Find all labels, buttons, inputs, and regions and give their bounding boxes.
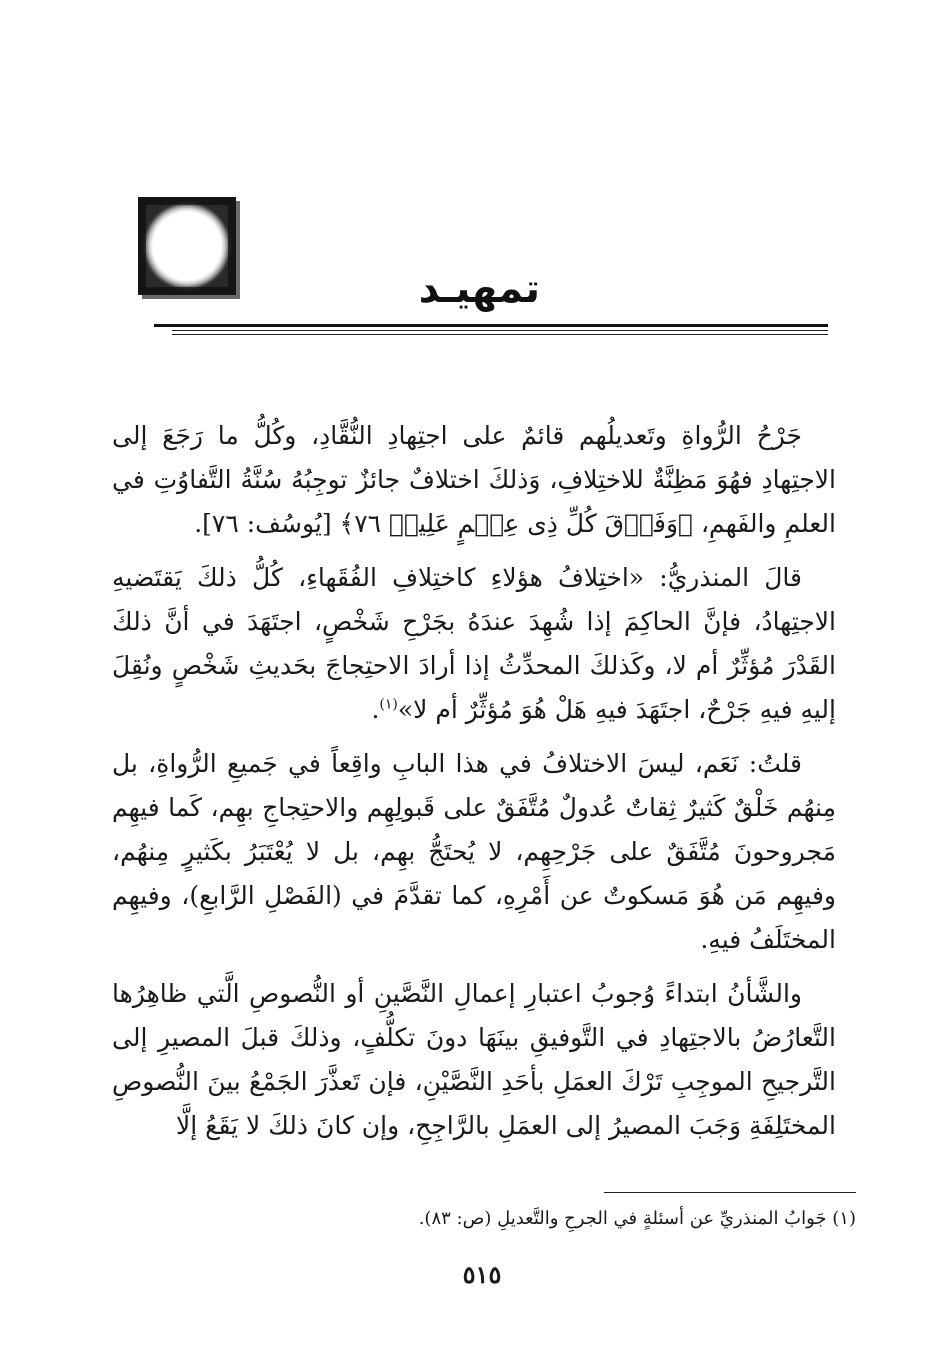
page-number: ٥١٥ (462, 1260, 502, 1289)
chapter-title: تمهيـد (418, 266, 540, 312)
body-text (112, 414, 836, 1158)
title-rule-thin-2 (172, 334, 828, 335)
title-rule-thin-1 (172, 330, 828, 331)
paragraph-2-end: . (371, 695, 380, 724)
chapter-ornament (138, 197, 236, 295)
paragraph-1: جَرْحُ الرُّواةِ وتَعديلُهم قائمٌ على اجتِهادِ النُّقَّادِ، وكُلُّ ما رَجَعَ إلى الاجتِهادِ فهُوَ مَظِنَّةٌ للاختِلافِ، وَذلكَ اختلافٌ جائزٌ توجِبُهُ سُنَّةُ التَّفاوُتِ في العلمِ والفَهمِ، ﴿وَفَوۡقَ كُلِّ ذِى عِلۡمٍ عَلِيمٞ ٧٦﴾ [يُوسُف: ٧٦]. (112, 421, 836, 538)
paragraph-2 (112, 556, 836, 732)
paragraph-4: والشَّأنُ ابتداءً وُجوبُ اعتبارِ إعمالِ النَّصَّينِ أو النُّصوصِ الَّتي ظاهِرُها التَّعارُضُ بالاجتِهادِ في التَّوفيقِ بينَهَا دونَ تكلُّفٍ، وذلكَ قبلَ المصيرِ إلى التَّرجيحِ الموجِبِ تَرْكَ العمَلِ بأحَدِ النَّصَّيْنِ، فإن تَعذَّرَ الجَمْعُ بينَ النُّصوصِ المختَلِفَةِ وَجَبَ المصيرُ إلى العمَلِ بالرَّاجِحِ، وإن كانَ ذلكَ لا يَقَعُ إلَّا (112, 979, 836, 1140)
paragraph-2-text: قالَ المنذريُّ: «اختِلافُ هؤلاءِ كاختِلافِ الفُقَهاءِ، كُلُّ ذلكَ يَقتَضيهِ الاجتِهادُ، فإنَّ الحاكِمَ إذا شُهِدَ عندَهُ بجَرْحِ شَخْصٍ، اجتَهَدَ في أنَّ ذلكَ القَدْرَ مُؤثِّرٌ أم لا، وكَذلكَ المحدِّثُ إذا أرادَ الاحتِجاجَ بحَديثِ شَخْصٍ ونُقِلَ إليهِ فيهِ جَرْحٌ، اجتَهَدَ فيهِ هَلْ هُوَ مُؤثِّرٌ أم لا» (112, 563, 836, 724)
footnote-separator (604, 1192, 856, 1193)
footnote: (١) جَوابُ المنذريِّ عن أسئلةٍ في الجرحِ والتَّعديلِ (ص: ٨٣). (418, 1208, 856, 1229)
ornament-circle-icon (153, 212, 221, 280)
paragraph-3: قلتُ: نَعَم، ليسَ الاختلافُ في هذا البابِ واقِعاً في جَميعِ الرُّواةِ، بل مِنهُم خَلْقٌ كَثيرٌ ثِقاتٌ عُدولٌ مُتَّفَقٌ على قَبولِهِم والاحتِجاجِ بهِم، كَما فيهِم مَجروحونَ مُتَّفَقٌ على جَرْحِهِم، لا يُحتَجُّ بهِم، بل لا يُعْتَبَرُ بكَثيرٍ مِنهُم، وفيهِم مَن هُوَ مَسكوتٌ عن أَمْرِهِ، كما تقدَّمَ في (الفَصْلِ الرَّابعِ)، وفيهِم المختَلَفُ فيهِ. (112, 749, 836, 954)
title-rule-thick (154, 324, 828, 327)
footnote-reference[interactable]: (١) (379, 696, 398, 713)
ornament-frame (146, 205, 228, 287)
